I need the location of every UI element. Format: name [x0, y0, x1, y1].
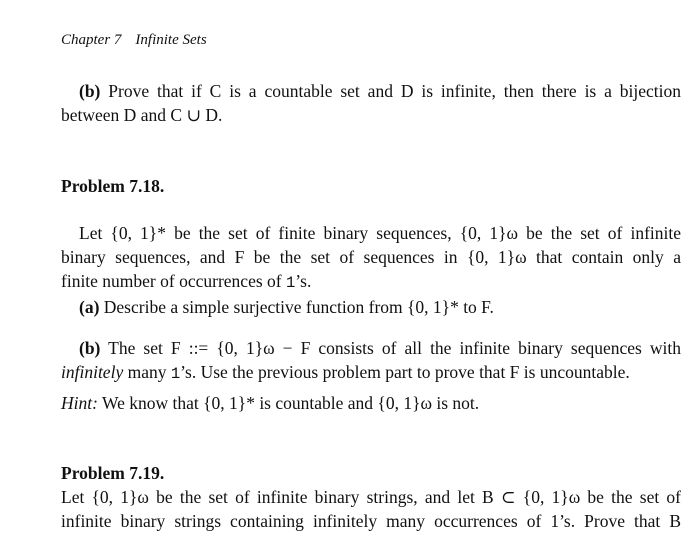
statement-suffix: ’s.	[295, 271, 312, 291]
problem-statement	[61, 485, 681, 533]
problem-part-a	[61, 295, 681, 319]
previous-part-b	[61, 79, 681, 127]
code-digit: 1	[170, 365, 181, 383]
hint-text: We know that {0, 1}* is countable and {0, 1}ω is not.	[97, 393, 480, 413]
code-digit: 1	[285, 274, 296, 292]
problem-heading: Problem 7.19.	[61, 463, 165, 483]
problem-statement	[61, 221, 681, 295]
part-label: (b)	[79, 81, 101, 101]
part-text: Describe a simple surjective function from {0, 1}* to F.	[103, 297, 494, 317]
problem-part-b	[61, 336, 681, 386]
part-text-line: Prove that if C is a countable set and D is infinite, then there is a bijection	[108, 81, 682, 101]
part-label: (b)	[79, 338, 101, 358]
part-label: (a)	[79, 297, 100, 317]
part-text: many	[123, 362, 171, 382]
statement-line: infinite binary strings containing infinitely many occurrences of 1’s. Prove that B	[61, 511, 681, 531]
part-text: ’s. Use the previous problem part to prove that F is uncountable.	[180, 362, 630, 382]
problem-heading: Problem 7.18.	[61, 176, 165, 196]
part-text-line: between D and C ∪ D.	[61, 105, 223, 125]
statement-line: Let {0, 1}ω be the set of infinite binary strings, and let B ⊂ {0, 1}ω be the set of	[61, 487, 681, 507]
part-text-line: The set F ::= {0, 1}ω − F consists of all the infinite binary sequences with	[108, 338, 681, 358]
hint-label: Hint:	[61, 393, 98, 413]
chapter-title: Infinite Sets	[135, 32, 207, 48]
statement-line: binary sequences, and F be the set of sequences in {0, 1}ω that contain only a	[61, 247, 681, 267]
statement-line: Let {0, 1}* be the set of finite binary sequences, {0, 1}ω be the set of infinite	[79, 223, 681, 243]
chapter-label: Chapter 7	[61, 32, 122, 48]
statement-line: finite number of occurrences of	[61, 271, 286, 291]
emphasis: infinitely	[61, 362, 124, 382]
hint	[61, 391, 681, 415]
running-header	[61, 28, 207, 52]
